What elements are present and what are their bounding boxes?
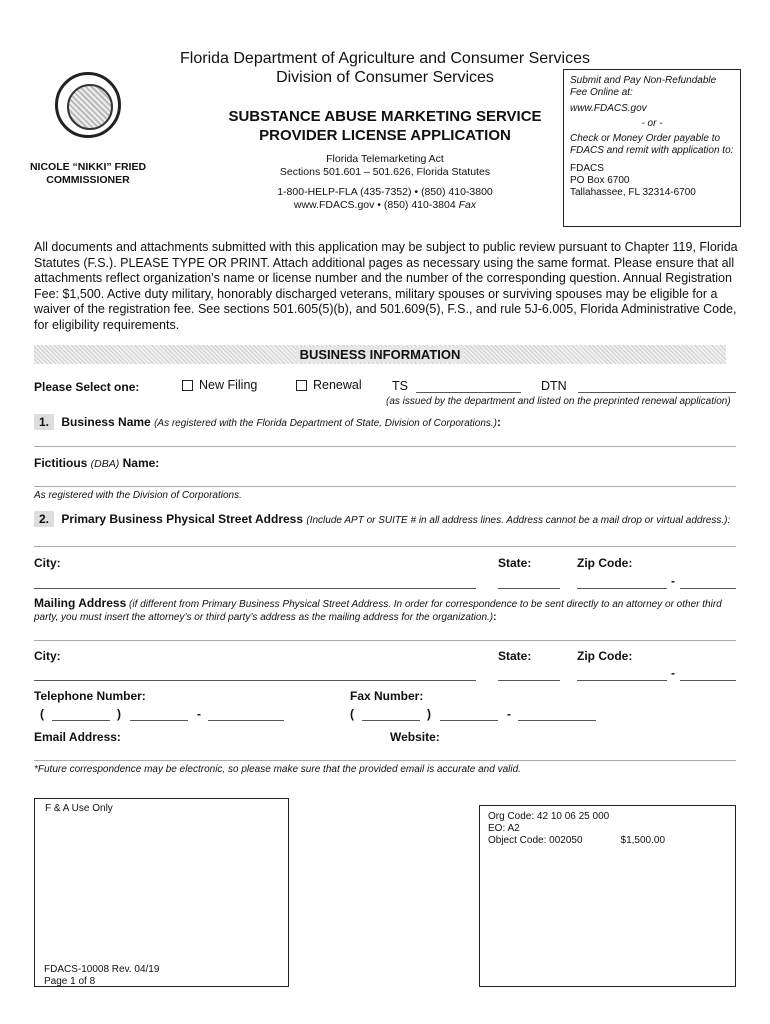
tel-area-code-input[interactable] (52, 720, 110, 721)
new-filing-checkbox[interactable] (182, 380, 193, 391)
payment-instructions-box (563, 69, 741, 227)
telephone-label: Telephone Number: (34, 689, 146, 703)
zip-dash: - (671, 574, 675, 588)
physical-address-label: Primary Business Physical Street Address (61, 512, 304, 526)
business-name-note: (As registered with the Florida Department of State, Division of Corporations.) (154, 418, 498, 429)
business-name-label: Business Name (61, 415, 151, 429)
act-sections: Sections 501.601 – 501.626, Florida Statutes (279, 166, 491, 178)
web-fax-text: www.FDACS.gov • (850) 410-3804 (293, 199, 459, 211)
fax-area-code-input[interactable] (362, 720, 420, 721)
fictitious-label-a: Fictitious (34, 456, 91, 470)
address-line2: PO Box 6700 (570, 175, 630, 186)
tel-dash: - (197, 707, 201, 721)
act-name: Florida Telemarketing Act (326, 153, 444, 165)
new-filing-label: New Filing (199, 378, 258, 392)
city-label: City: (34, 556, 61, 570)
question-2 (34, 512, 730, 526)
physical-address-note: (Include APT or SUITE # in all address lines. Address cannot be a mail drop or virtual address.): (306, 515, 731, 526)
state-label: State: (498, 556, 532, 570)
mailing-city-input[interactable] (34, 680, 476, 681)
fictitious-label-c: Name: (119, 456, 160, 470)
email-note: *Future correspondence may be electronic, so please make sure that the provided email is accurate and valid. (34, 764, 521, 775)
mailing-zip-dash: - (671, 666, 675, 680)
mailing-zip-ext-input[interactable] (680, 680, 736, 681)
org-code: Org Code: 42 10 06 25 000 (488, 811, 610, 822)
fa-use-only-label: F & A Use Only (45, 803, 113, 814)
agency-header (150, 49, 620, 87)
page-number: Page 1 of 8 (44, 976, 96, 987)
business-name-input[interactable] (34, 446, 736, 447)
tel-line-input[interactable] (208, 720, 284, 721)
renewal-note: (as issued by the department and listed on the preprinted renewal application) (386, 396, 731, 407)
dba-label: (DBA) (90, 458, 120, 470)
tel-paren-open: ( (40, 707, 44, 721)
department-seal-logo (55, 72, 121, 138)
renewal-label: Renewal (313, 378, 362, 392)
mailing-address-colon: : (493, 612, 497, 623)
pay-online-text: Submit and Pay Non-Refundable Fee Online at: (570, 75, 717, 98)
fax-dash: - (507, 707, 511, 721)
statute-reference (150, 153, 620, 179)
form-footer (44, 964, 159, 988)
contact-info (150, 186, 620, 212)
mailing-state-label: State: (498, 649, 532, 663)
address-line1: FDACS (570, 163, 604, 174)
fdacs-link[interactable]: www.FDACS.gov (570, 103, 647, 114)
mailing-state-input[interactable] (498, 680, 560, 681)
tel-prefix-input[interactable] (130, 720, 188, 721)
city-input[interactable] (34, 588, 476, 589)
section-title (34, 346, 726, 363)
commissioner-block (28, 161, 148, 187)
fax-paren-close: ) (427, 707, 431, 721)
question-2-number: 2. (34, 511, 54, 527)
mailing-zip-label: Zip Code: (577, 649, 633, 663)
fax-line-input[interactable] (518, 720, 596, 721)
fax-prefix-input[interactable] (440, 720, 498, 721)
object-code-row (488, 835, 727, 847)
ts-input[interactable] (416, 392, 521, 393)
section-title-text: BUSINESS INFORMATION (296, 347, 465, 362)
state-input[interactable] (498, 588, 560, 589)
form-title-line2: PROVIDER LICENSE APPLICATION (259, 127, 511, 144)
form-number: FDACS-10008 Rev. 04/19 (44, 964, 160, 975)
address-line3: Tallahassee, FL 32314-6700 (570, 187, 696, 198)
fee-amount: $1,500.00 (620, 835, 666, 846)
mailing-city-label: City: (34, 649, 61, 663)
dtn-input[interactable] (578, 392, 736, 393)
commissioner-name: NICOLE “NIKKI” FRIED (29, 161, 147, 173)
tel-paren-close: ) (117, 707, 121, 721)
email-website-input[interactable] (34, 760, 736, 761)
agency-name: Florida Department of Agriculture and Consumer Services (180, 50, 590, 67)
eo-code: EO: A2 (488, 823, 520, 834)
fax-label: Fax (458, 199, 477, 211)
website-label: Website: (390, 730, 440, 744)
check-instructions: Check or Money Order payable to FDACS and remit with application to: (570, 133, 734, 156)
question-1-number: 1. (34, 414, 54, 430)
zip-label: Zip Code: (577, 556, 633, 570)
fax-label: Fax Number: (350, 689, 424, 703)
question-1 (34, 415, 501, 429)
renewal-checkbox[interactable] (296, 380, 307, 391)
web-fax-line (150, 199, 620, 212)
zip-input[interactable] (577, 588, 667, 589)
mailing-address-note: (if different from Primary Business Physical Street Address. In order for correspondence to be sent directly to an attorney or other third party, you must insert the attorney’s or third party’s address as the mailing address for the organization.) (34, 599, 722, 623)
email-label: Email Address: (34, 730, 121, 744)
org-code-box (479, 805, 736, 987)
fictitious-name-input[interactable] (34, 486, 736, 487)
dtn-label: DTN (541, 379, 567, 393)
mailing-address-label (34, 597, 738, 624)
new-filing-option[interactable] (182, 378, 257, 392)
fictitious-note: As registered with the Division of Corporations. (34, 490, 242, 501)
division-name: Division of Consumer Services (276, 69, 494, 86)
or-text: - or - (641, 118, 663, 129)
intro-paragraph: All documents and attachments submitted with this application may be subject to public review pursuant to Chapter 119, Florida Statutes (F.S.). PLEASE TYPE OR PRINT. Attach additional pages as necessary using the same format. Please ensure that all attachments reflect organization's name or license number and the number of the corresponding question. Annual Registration Fee: $1,500. Active duty military, honorably discharged veterans, military spouses or surviving spouses may be eligible for a waiver of the registration fee. See sections 501.605(5)(b), and 501.609(5), F.S., and rule 5J-6.005, Florida Administrative Code, for eligibility requirements. (34, 240, 738, 332)
ts-label: TS (392, 379, 408, 393)
commissioner-title: COMMISSIONER (46, 174, 130, 186)
business-name-colon: : (497, 415, 502, 429)
mailing-address-input[interactable] (34, 640, 736, 641)
mailing-zip-input[interactable] (577, 680, 667, 681)
phone-line: 1-800-HELP-FLA (435-7352) • (850) 410-3800 (277, 186, 493, 198)
zip-ext-input[interactable] (680, 588, 736, 589)
form-title (150, 107, 620, 145)
renewal-option[interactable] (296, 378, 362, 392)
physical-address-input[interactable] (34, 546, 736, 547)
select-label: Please Select one: (34, 380, 140, 394)
fa-use-only-box (34, 798, 289, 987)
fictitious-name-label (34, 456, 159, 470)
object-code: Object Code: 002050 (488, 835, 583, 846)
mailing-address-title: Mailing Address (34, 596, 127, 610)
fax-paren-open: ( (350, 707, 354, 721)
form-title-line1: SUBSTANCE ABUSE MARKETING SERVICE (228, 108, 542, 125)
